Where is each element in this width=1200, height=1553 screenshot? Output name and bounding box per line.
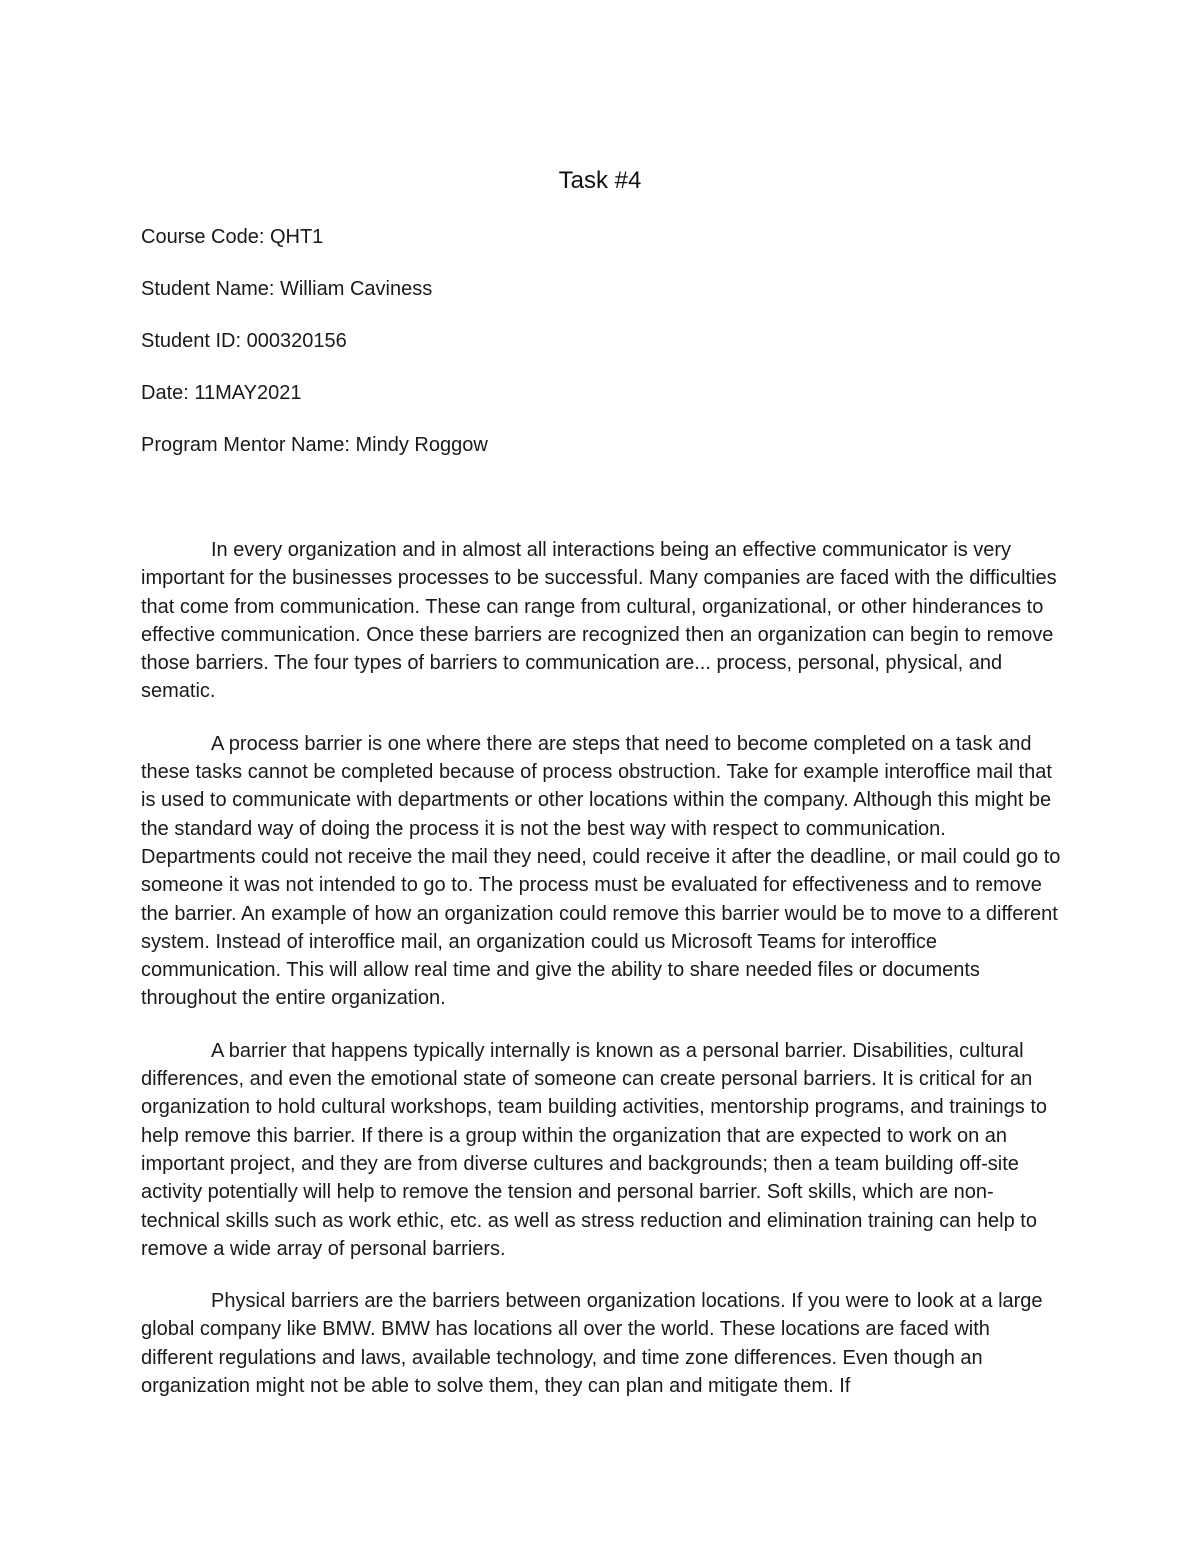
student-id-line: Student ID: 000320156 (141, 330, 347, 352)
program-mentor-line: Program Mentor Name: Mindy Roggow (141, 434, 488, 456)
document-header (141, 225, 1061, 485)
student-name-line: Student Name: William Caviness (141, 278, 433, 300)
paragraph-introduction: In every organization and in almost all interactions being an effective communicator is very important for the businesses processes to be successful. Many companies are faced with the difficulties that come from communication. These can range from cultural, organizational, or other hinderances to effective communication. Once these barriers are recognized then an organization can begin to remove those barriers. The four types of barriers to communication are... process, personal, physical, and sematic. (141, 539, 1057, 703)
document-title: Task #4 (558, 167, 642, 194)
date-line: Date: 11MAY2021 (141, 382, 302, 404)
course-code-line: Course Code: QHT1 (141, 226, 324, 248)
paragraph-physical-barrier: Physical barriers are the barriers between organization locations. If you were to look at a large global company like BMW. BMW has locations all over the world. These locations are faced with different regulations and laws, available technology, and time zone differences. Even though an organization might not be able to solve them, they can plan and mitigate them. If (141, 1290, 1043, 1398)
paragraph-personal-barrier: A barrier that happens typically internally is known as a personal barrier. Disabilities, cultural differences, and even the emotional state of someone can create personal barriers. It is critical for an organization to hold cultural workshops, team building activities, mentorship programs, and trainings to help remove this barrier. If there is a group within the organization that are expected to work on an important project, and they are from diverse cultures and backgrounds; then a team building off-site activity potentially will help to remove the tension and personal barrier. Soft skills, which are non-technical skills such as work ethic, etc. as well as stress reduction and elimination training can help to remove a wide array of personal barriers. (141, 1039, 1048, 1260)
document-body (141, 536, 1063, 1424)
paragraph-process-barrier: A process barrier is one where there are steps that need to become completed on a task and these tasks cannot be completed because of process obstruction. Take for example interoffice mail that is used to communicate with departments or other locations within the company. Although this might be the standard way of doing the process it is not the best way with respect to communication. Departments could not receive the mail they need, could receive it after the deadline, or mail could go to someone it was not intended to go to. The process must be evaluated for effectiveness and to remove the barrier. An example of how an organization could remove this barrier would be to move to a different system. Instead of interoffice mail, an organization could us Microsoft Teams for interoffice communication. This will allow real time and give the ability to share needed files or documents throughout the entire organization. (141, 732, 1061, 1010)
